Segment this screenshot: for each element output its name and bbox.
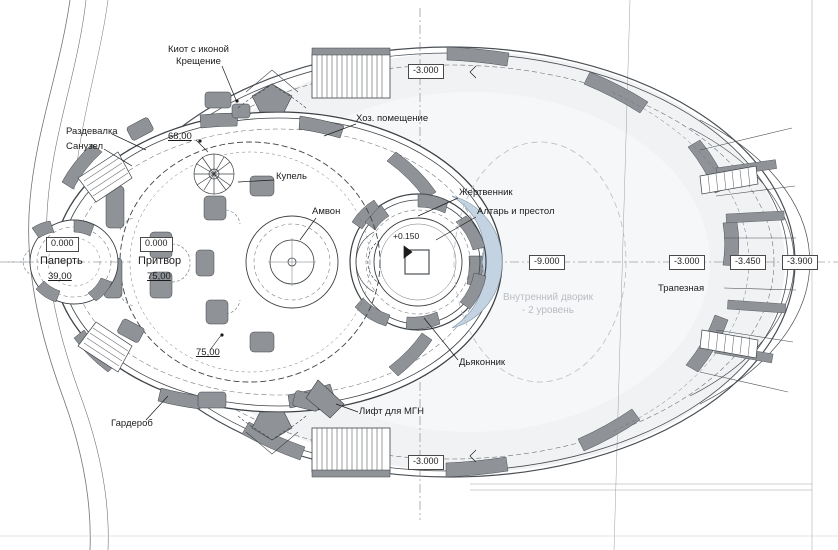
stair-run-top xyxy=(312,48,390,98)
label-lift-for-mgn: Лифт для МГН xyxy=(359,406,424,417)
label-deacon-room: Дьяконник xyxy=(459,357,506,368)
elev-mark-3900: -3.900 xyxy=(782,255,818,270)
frame-lines xyxy=(0,484,838,536)
label-inner-courtyard xyxy=(488,292,608,317)
stair-run-bottom xyxy=(312,428,390,477)
label-sanitary-unit: Санузел xyxy=(66,141,104,152)
elev-pritvor-level: 0.000 xyxy=(140,237,173,252)
label-utility-room: Хоз. помещение xyxy=(356,113,429,124)
elev-mark-3000-bottom: -3.000 xyxy=(408,455,444,470)
dim-pritvor-area: 75,00 xyxy=(147,271,171,282)
dim-75-lower: 75,00 xyxy=(196,347,220,358)
label-font: Купель xyxy=(276,171,307,182)
label-paper-space: Паперть xyxy=(40,255,83,267)
label-ambo: Амвон xyxy=(312,206,341,217)
label-inner-courtyard-line2: - 2 уровень xyxy=(522,304,574,316)
label-inner-courtyard-line1: Внутренний дворик xyxy=(502,292,593,303)
label-kiot-icon-baptism xyxy=(168,44,229,68)
label-refectory: Трапезная xyxy=(658,283,705,294)
elev-mark-3000-top: -3.000 xyxy=(408,64,444,79)
dim-68: 68,00 xyxy=(168,131,192,142)
label-zhertvennik: Жертвенник xyxy=(459,187,513,198)
label-changing-room: Раздевалка xyxy=(66,126,118,137)
label-kiot-line1: Киот с иконой xyxy=(168,44,229,55)
label-wardrobe: Гардероб xyxy=(111,418,153,429)
label-altar-and-throne: Алтарь и престол xyxy=(477,206,555,217)
elev-mark-plus-0150: +0.150 xyxy=(393,231,420,241)
elev-mark-9000: -9.000 xyxy=(529,255,565,270)
label-kiot-line2: Крещение xyxy=(176,55,221,67)
spiral-staircase xyxy=(194,154,234,194)
elev-mark-3000-right: -3.000 xyxy=(669,255,705,270)
label-pritvor-space: Притвор xyxy=(138,255,182,267)
elev-paper-level: 0.000 xyxy=(46,237,79,252)
elev-mark-3450: -3.450 xyxy=(730,255,766,270)
dim-paper-area: 39,00 xyxy=(48,271,72,282)
